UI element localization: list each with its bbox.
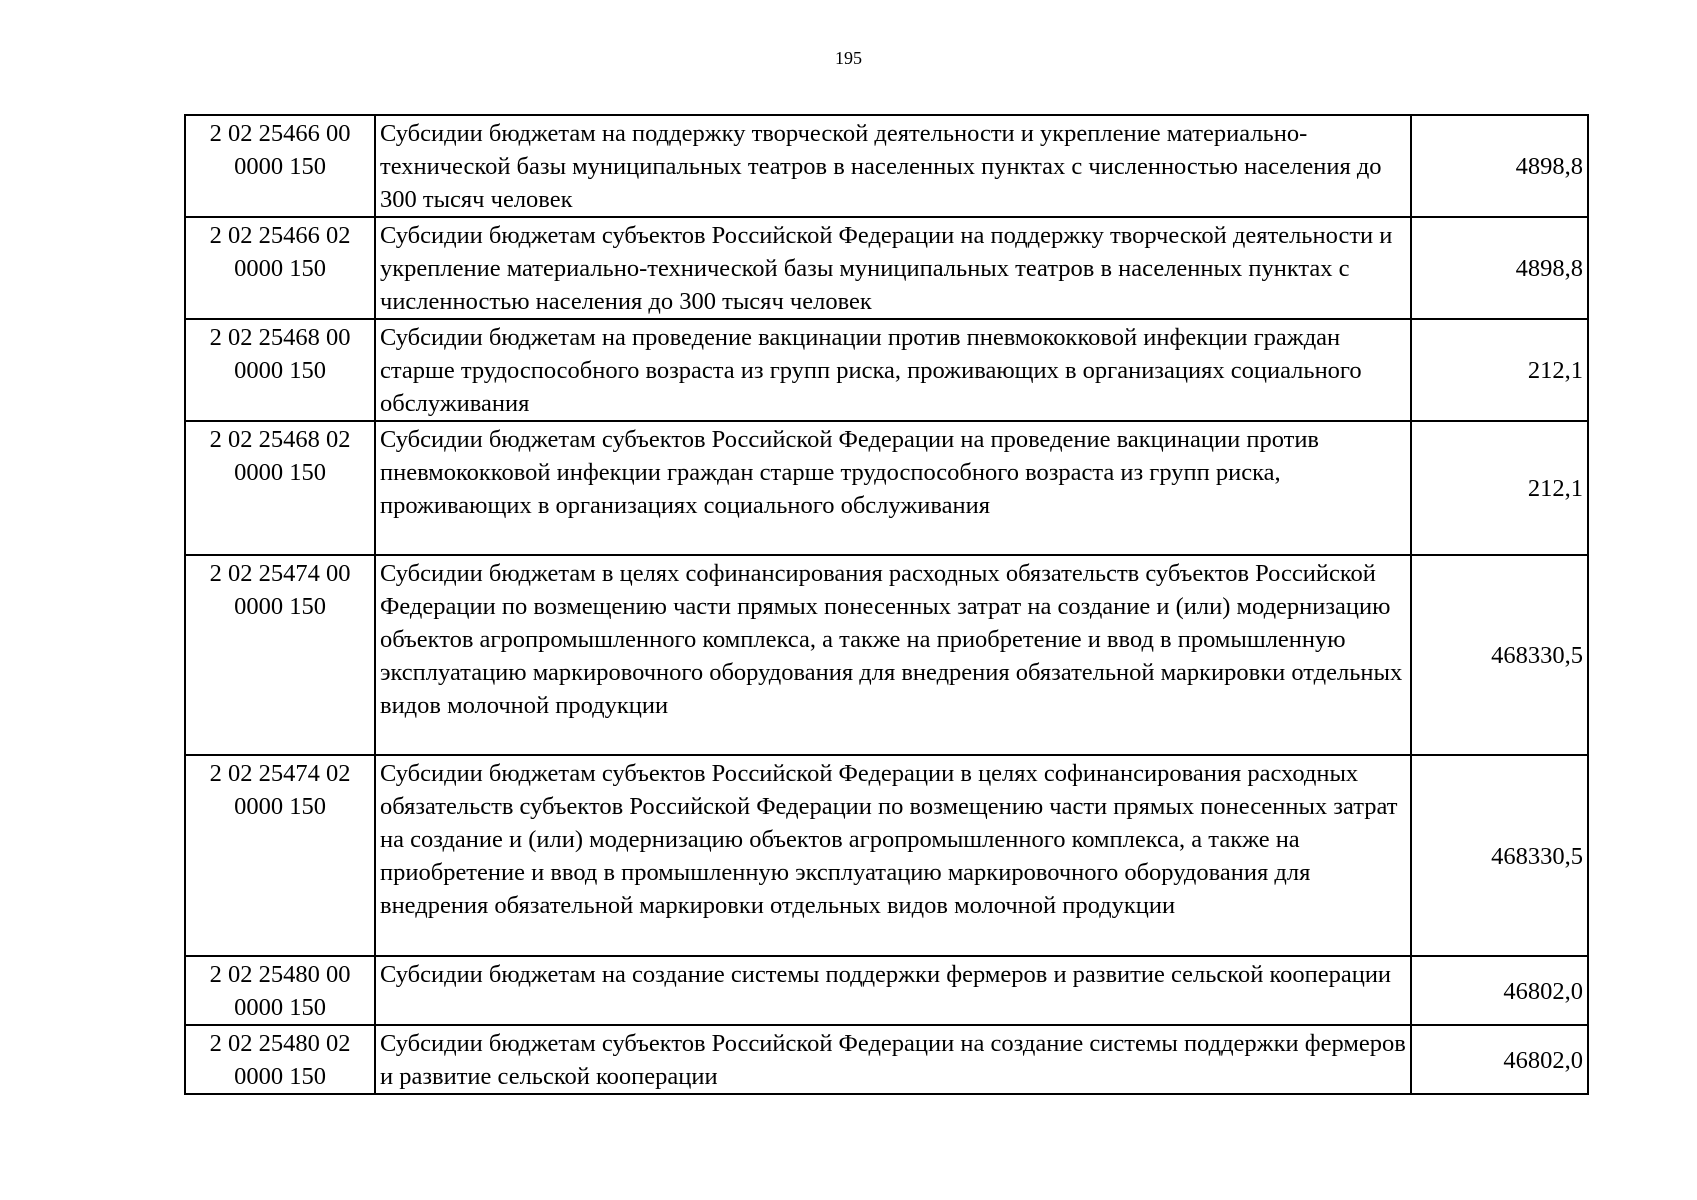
budget-code-cell: 2 02 25466 00 0000 150 [185, 115, 375, 217]
budget-code-cell: 2 02 25466 02 0000 150 [185, 217, 375, 319]
amount-cell: 4898,8 [1411, 217, 1588, 319]
table-row [185, 319, 1588, 421]
amount-cell: 212,1 [1411, 421, 1588, 555]
description-cell: Субсидии бюджетам субъектов Российской Федерации на проведение вакцинации против пневмококковой инфекции граждан старше трудоспособного возраста из групп риска, проживающих в организациях социального обслуживания [375, 421, 1411, 555]
budget-code-cell: 2 02 25468 02 0000 150 [185, 421, 375, 555]
amount-cell: 46802,0 [1411, 956, 1588, 1025]
budget-code-cell: 2 02 25468 00 0000 150 [185, 319, 375, 421]
table-row [185, 555, 1588, 755]
budget-code-cell: 2 02 25480 02 0000 150 [185, 1025, 375, 1094]
amount-cell: 468330,5 [1411, 755, 1588, 956]
page-number: 195 [835, 48, 862, 68]
amount-cell: 212,1 [1411, 319, 1588, 421]
description-cell: Субсидии бюджетам субъектов Российской Федерации на поддержку творческой деятельности и укрепление материально-технической базы муниципальных театров в населенных пунктах с численностью населения до 300 тысяч человек [375, 217, 1411, 319]
budget-revenue-table [184, 114, 1589, 1095]
description-cell: Субсидии бюджетам субъектов Российской Федерации на создание системы поддержки фермеров и развитие сельской кооперации [375, 1025, 1411, 1094]
table-row [185, 421, 1588, 555]
budget-code-cell: 2 02 25474 00 0000 150 [185, 555, 375, 755]
description-cell: Субсидии бюджетам субъектов Российской Федерации в целях софинансирования расходных обязательств субъектов Российской Федерации по возмещению части прямых понесенных затрат на создание и (или) модернизацию объектов агропромышленного комплекса, а также на приобретение и ввод в промышленную эксплуатацию маркировочного оборудования для внедрения обязательной маркировки отдельных видов молочной продукции [375, 755, 1411, 956]
table-row [185, 115, 1588, 217]
table-row [185, 217, 1588, 319]
table-row [185, 1025, 1588, 1094]
description-cell: Субсидии бюджетам на поддержку творческой деятельности и укрепление материально-технической базы муниципальных театров в населенных пунктах с численностью населения до 300 тысяч человек [375, 115, 1411, 217]
amount-cell: 4898,8 [1411, 115, 1588, 217]
amount-cell: 46802,0 [1411, 1025, 1588, 1094]
budget-code-cell: 2 02 25474 02 0000 150 [185, 755, 375, 956]
table-row [185, 956, 1588, 1025]
description-cell: Субсидии бюджетам на проведение вакцинации против пневмококковой инфекции граждан старше трудоспособного возраста из групп риска, проживающих в организациях социального обслуживания [375, 319, 1411, 421]
budget-code-cell: 2 02 25480 00 0000 150 [185, 956, 375, 1025]
amount-cell: 468330,5 [1411, 555, 1588, 755]
table-row [185, 755, 1588, 956]
description-cell: Субсидии бюджетам в целях софинансирования расходных обязательств субъектов Российской Федерации по возмещению части прямых понесенных затрат на создание и (или) модернизацию объектов агропромышленного комплекса, а также на приобретение и ввод в промышленную эксплуатацию маркировочного оборудования для внедрения обязательной маркировки отдельных видов молочной продукции [375, 555, 1411, 755]
description-cell: Субсидии бюджетам на создание системы поддержки фермеров и развитие сельской кооперации [375, 956, 1411, 1025]
